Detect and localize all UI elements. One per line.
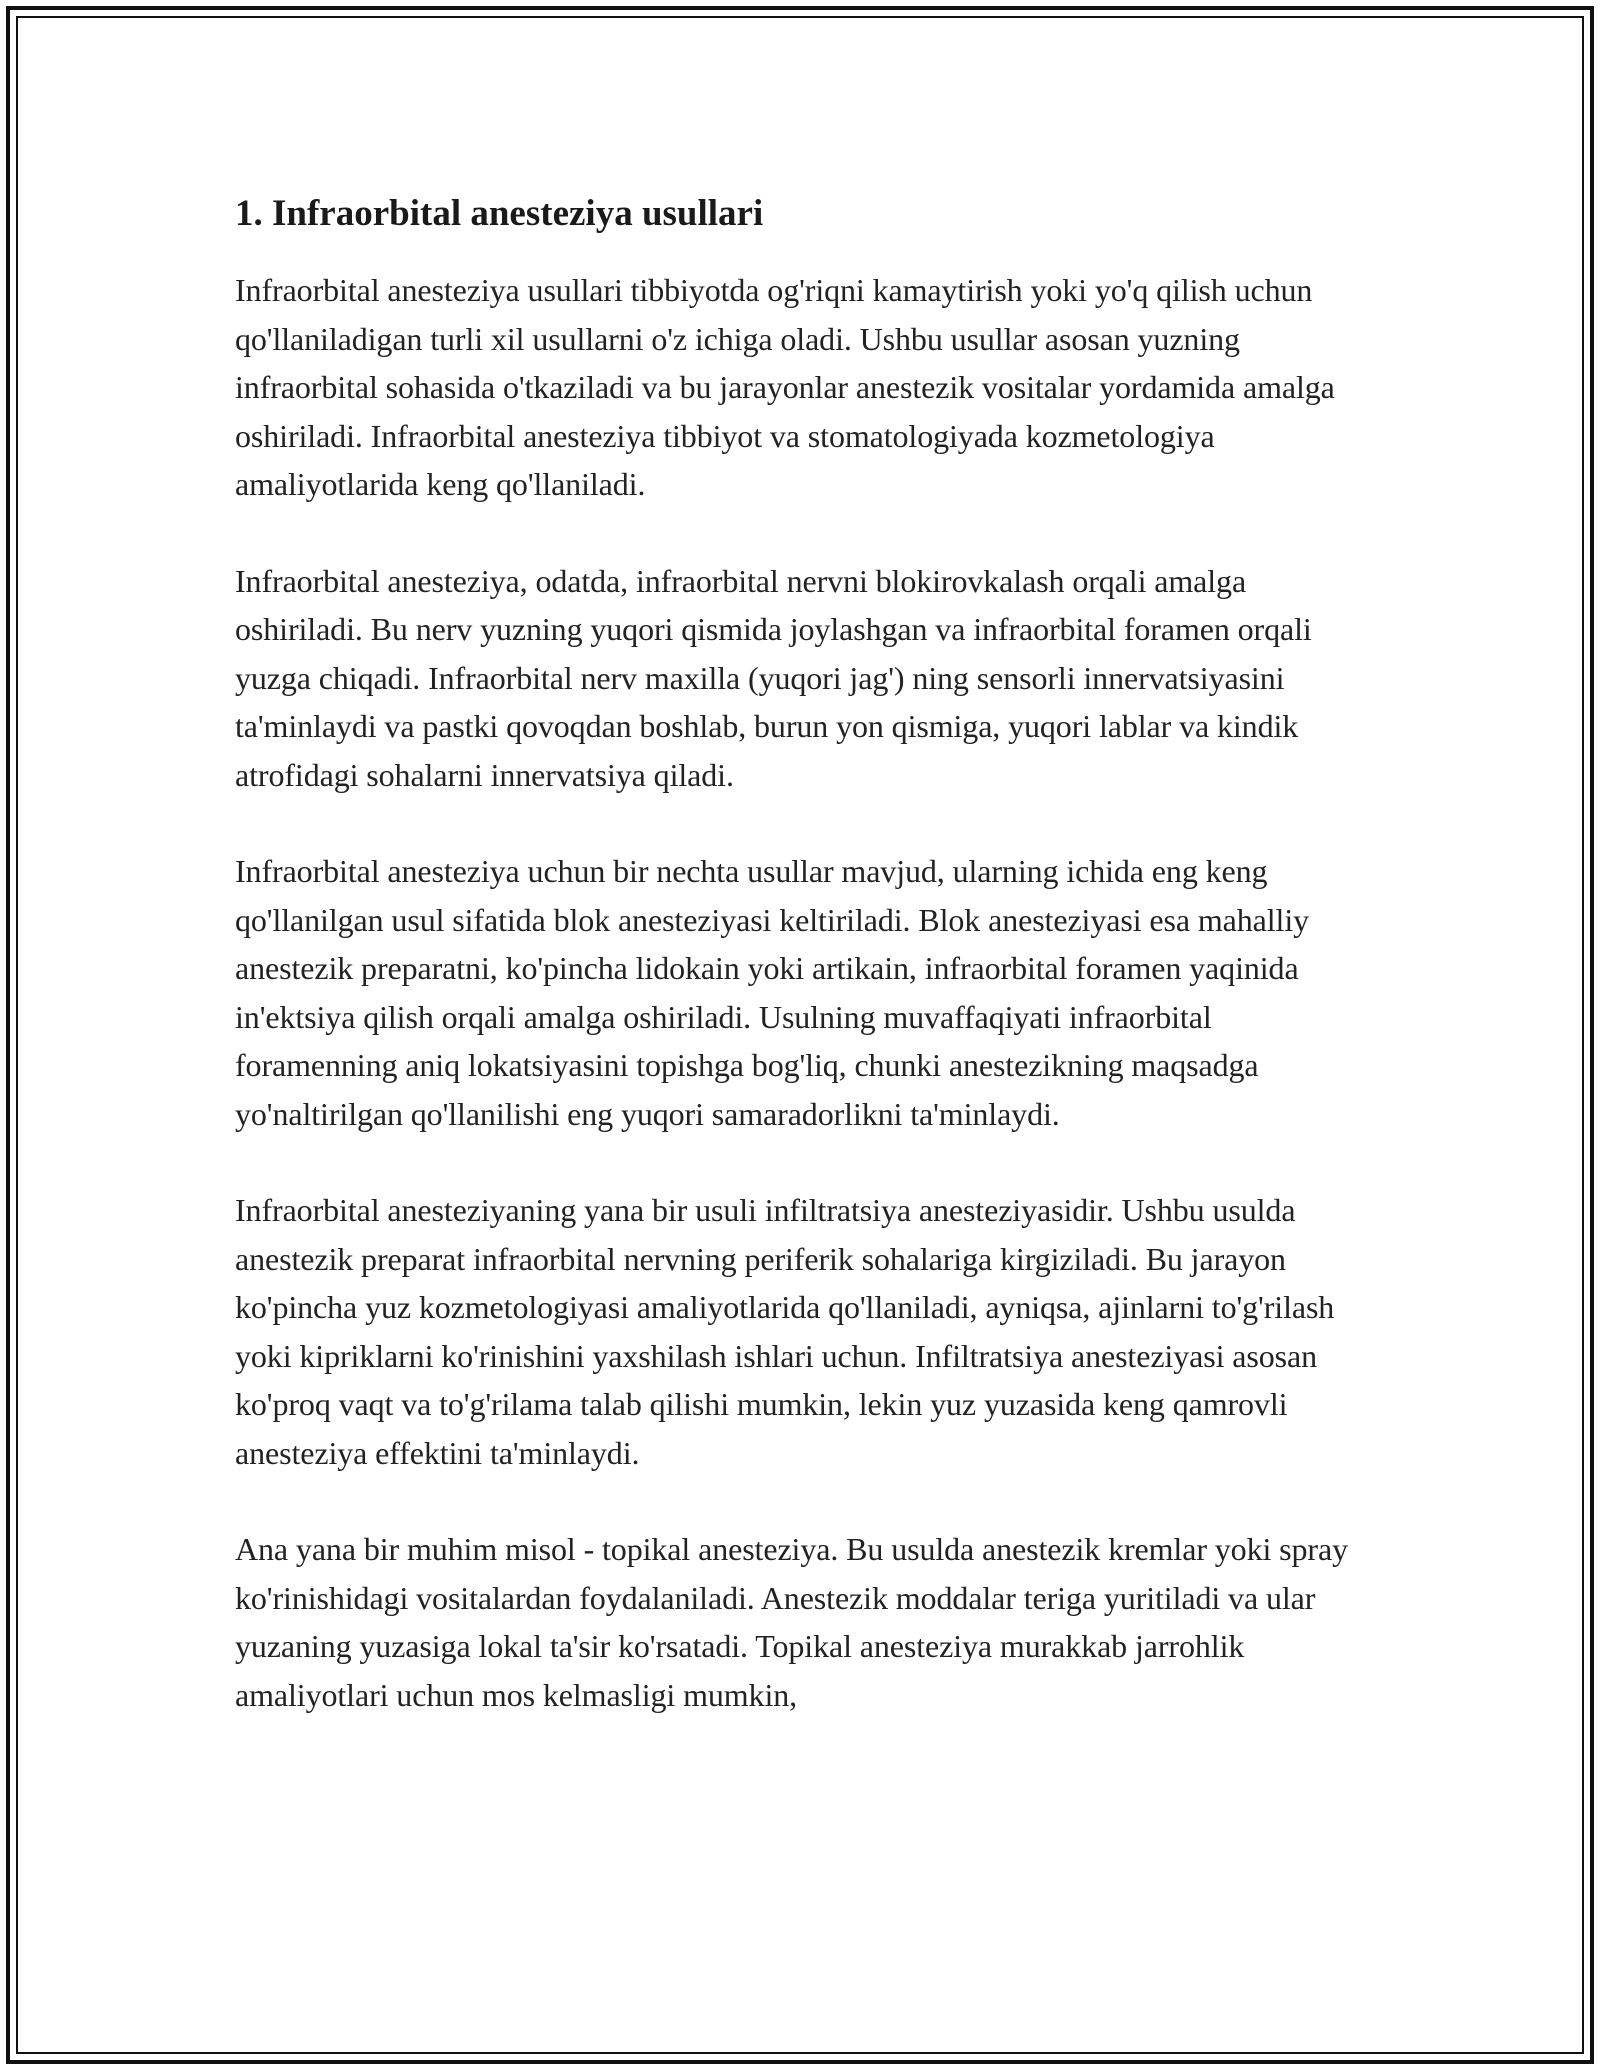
paragraph-2: Infraorbital anesteziya, odatda, infraorbital nervni blokirovkalash orqali amalga oshiriladi. Bu nerv yuzning yuqori qismida joylashgan va infraorbital foramen orqali yuzga chiqadi. Infraorbital nerv maxilla (yuqori jag') ning sensorli innervatsiyasini ta'minlaydi va pastki qovoqdan boshlab, burun yon qismiga, yuqori lablar va kindik atrofidagi sohalarni innervatsiya qiladi.: [235, 562, 1312, 793]
document-body: [235, 188, 1375, 1767]
paragraph-3: Infraorbital anesteziya uchun bir nechta usullar mavjud, ularning ichida eng keng qo'llanilgan usul sifatida blok anesteziyasi keltiriladi. Blok anesteziyasi esa mahalliy anestezik preparatni, ko'pincha lidokain yoki artikain, infraorbital foramen yaqinida in'ektsiya qilish orqali amalga oshiriladi. Usulning muvaffaqiyati infraorbital foramenning aniq lokatsiyasini topishga bog'liq, chunki anestezikning maqsadga yo'naltirilgan qo'llanilishi eng yuqori samaradorlikni ta'minlaydi.: [235, 853, 1310, 1132]
paragraph-5: Ana yana bir muhim misol - topikal anesteziya. Bu usulda anestezik kremlar yoki spray ko'rinishidagi vositalardan foydalaniladi. Anestezik moddalar teriga yuritiladi va ular yuzaning yuzasiga lokal ta'sir ko'rsatadi. Topikal anesteziya murakkab jarrohlik amaliyotlari uchun mos kelmasligi mumkin,: [235, 1531, 1348, 1713]
section-heading: 1. Infraorbital anesteziya usullari: [235, 193, 764, 234]
paragraph-1: Infraorbital anesteziya usullari tibbiyotda og'riqni kamaytirish yoki yo'q qilish uchun qo'llaniladigan turli xil usullarni o'z ichiga oladi. Ushbu usullar asosan yuzning infraorbital sohasida o'tkaziladi va bu jarayonlar anestezik vositalar yordamida amalga oshiriladi. Infraorbital anesteziya tibbiyot va stomatologiyada kozmetologiya amaliyotlarida keng qo'llaniladi.: [235, 272, 1335, 502]
paragraph-4: Infraorbital anesteziyaning yana bir usuli infiltratsiya anesteziyasidir. Ushbu usulda anestezik preparat infraorbital nervning periferik sohalariga kirgiziladi. Bu jarayon ko'pincha yuz kozmetologiyasi amaliyotlarida qo'llaniladi, ayniqsa, ajinlarni to'g'rilash yoki kipriklarni ko'rinishini yaxshilash ishlari uchun. Infiltratsiya anesteziyasi asosan ko'proq vaqt va to'g'rilama talab qilishi mumkin, lekin yuz yuzasida keng qamrovli anesteziya effektini ta'minlaydi.: [235, 1192, 1335, 1471]
